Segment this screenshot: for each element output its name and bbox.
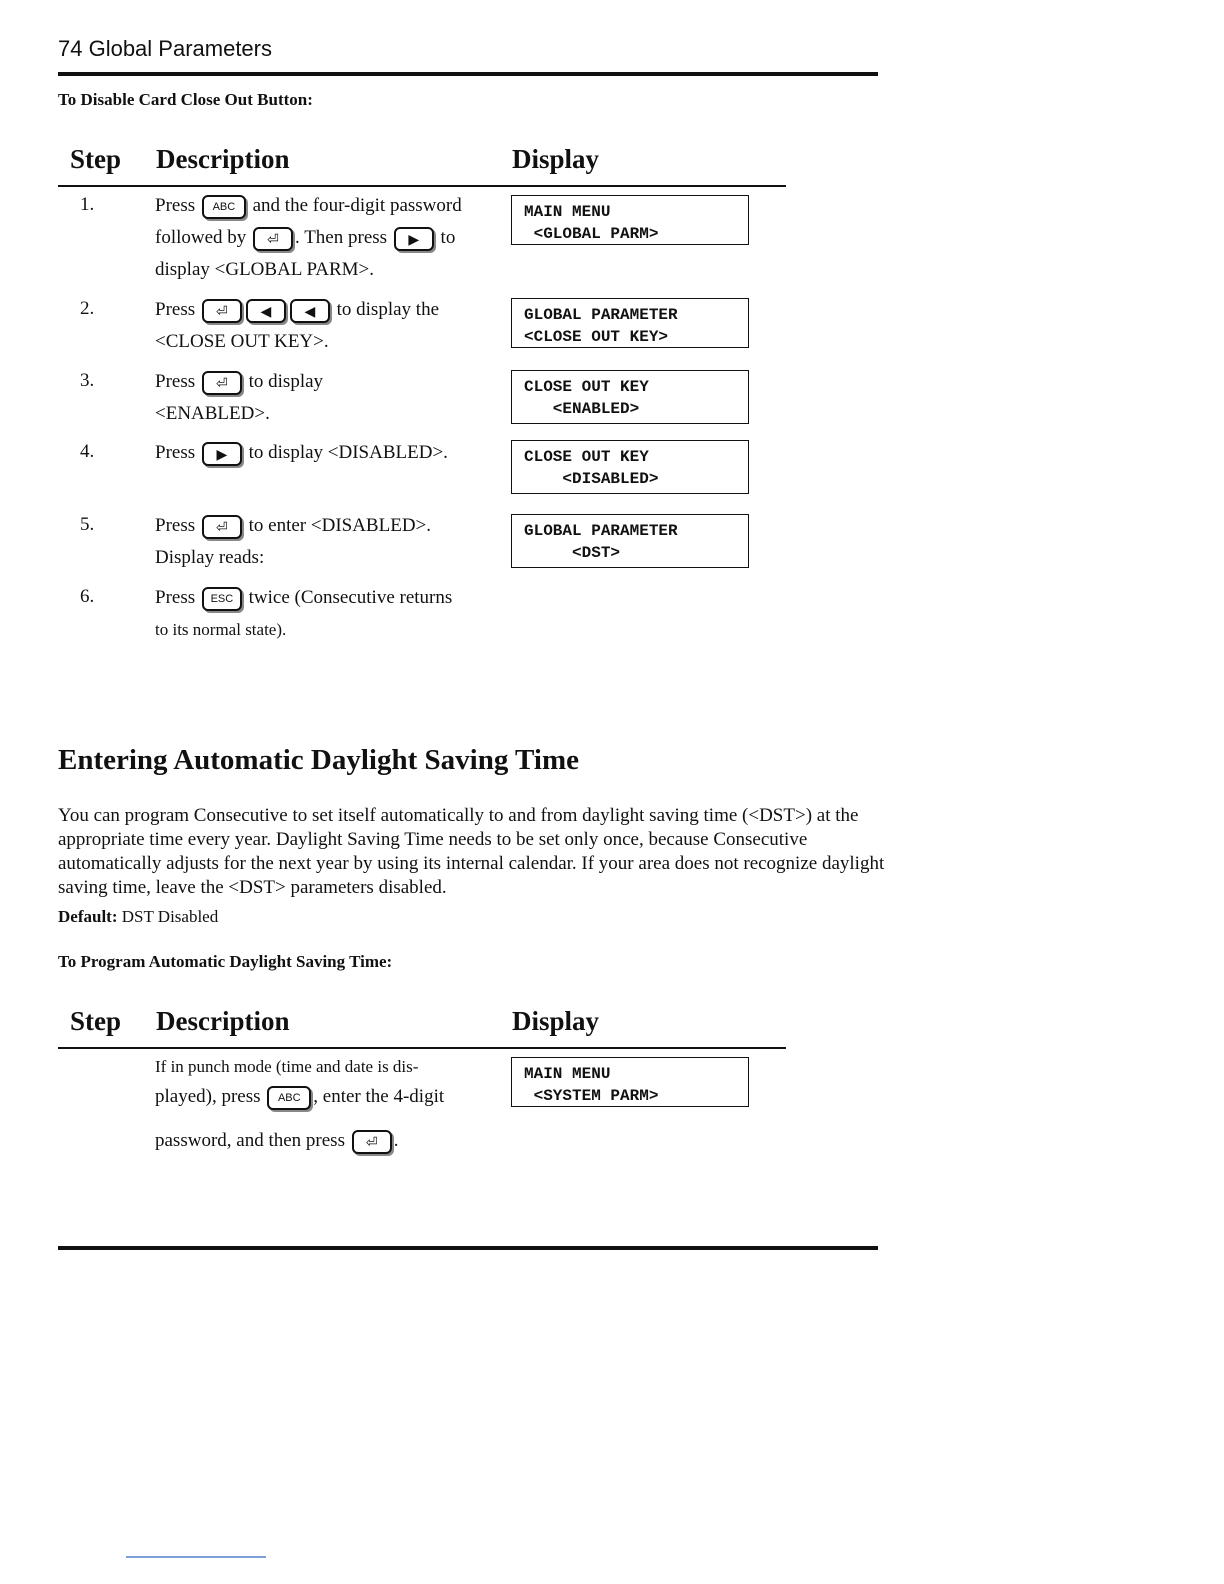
right-arrow-key-icon: ▶	[394, 227, 434, 251]
abc-key-icon: ABC	[267, 1086, 311, 1110]
step-description: If in punch mode (time and date is dis- played), press ABC , enter the 4-digit password, and then press ⏎ .	[155, 1052, 495, 1156]
step-description: Press ⏎ to display <ENABLED>.	[155, 371, 324, 424]
step-number: 4.	[80, 441, 95, 462]
column-step: Step	[70, 144, 122, 174]
default-line: Default: DST Disabled	[58, 907, 219, 926]
step-number: 6.	[80, 586, 95, 607]
page-header: 74 Global Parameters	[58, 36, 272, 61]
table-header-rule	[58, 185, 786, 187]
step-description: Press ▶ to display <DISABLED>.	[155, 437, 495, 469]
left-arrow-key-icon: ◀	[290, 299, 330, 323]
lcd-display: CLOSE OUT KEY <DISABLED>	[511, 440, 749, 494]
lcd-display: GLOBAL PARAMETER <DST>	[511, 514, 749, 568]
section-title-dst: Entering Automatic Daylight Saving Time	[58, 744, 579, 776]
intro-paragraph: You can program Consecutive to set itself automatically to and from daylight saving time (<DST>) at the appropriate time every year. Daylight Saving Time needs to be set only once, because Consecutive automatically adjusts for the next year by using its internal calendar. If your area does not recognize daylight saving time, leave the <DST> parameters disabled.	[58, 805, 885, 898]
lcd-display: MAIN MENU <GLOBAL PARM>	[511, 195, 749, 245]
column-description: Description	[156, 1006, 290, 1036]
enter-key-icon: ⏎	[352, 1130, 392, 1154]
right-arrow-key-icon: ▶	[202, 442, 242, 466]
step-description: Press ⏎ ◀ ◀ to display the <CLOSE OUT KEY>.	[155, 299, 440, 352]
column-step: Step	[70, 1006, 122, 1036]
step-number: 3.	[80, 370, 95, 391]
column-description: Description	[156, 144, 290, 174]
step-number: 5.	[80, 514, 95, 535]
lcd-display: CLOSE OUT KEY <ENABLED>	[511, 370, 749, 424]
step-description: Press ⏎ to enter <DISABLED>. Display reads:	[155, 515, 431, 568]
lcd-display: MAIN MENU <SYSTEM PARM>	[511, 1057, 749, 1107]
scan-artifact-line	[126, 1556, 266, 1558]
subheading-disable-close-out: To Disable Card Close Out Button:	[58, 90, 313, 109]
step-number: 1.	[80, 194, 95, 215]
table-header-rule	[58, 1047, 786, 1049]
step-description: Press ESC twice (Consecutive returns to its normal state).	[155, 587, 453, 639]
abc-key-icon: ABC	[202, 195, 246, 219]
step-number: 2.	[80, 298, 95, 319]
enter-key-icon: ⏎	[202, 515, 242, 539]
enter-key-icon: ⏎	[202, 299, 242, 323]
esc-key-icon: ESC	[202, 587, 242, 611]
footer-rule	[58, 1246, 878, 1250]
enter-key-icon: ⏎	[253, 227, 293, 251]
subheading-program-dst: To Program Automatic Daylight Saving Time:	[58, 952, 393, 971]
column-display: Display	[512, 1006, 600, 1036]
left-arrow-key-icon: ◀	[246, 299, 286, 323]
header-rule	[58, 72, 878, 76]
step-description: Press ABC and the four-digit password followed by ⏎ . Then press ▶ to display <GLOBAL PARM>.	[155, 195, 462, 280]
enter-key-icon: ⏎	[202, 371, 242, 395]
lcd-display: GLOBAL PARAMETER <CLOSE OUT KEY>	[511, 298, 749, 348]
column-display: Display	[512, 144, 600, 174]
